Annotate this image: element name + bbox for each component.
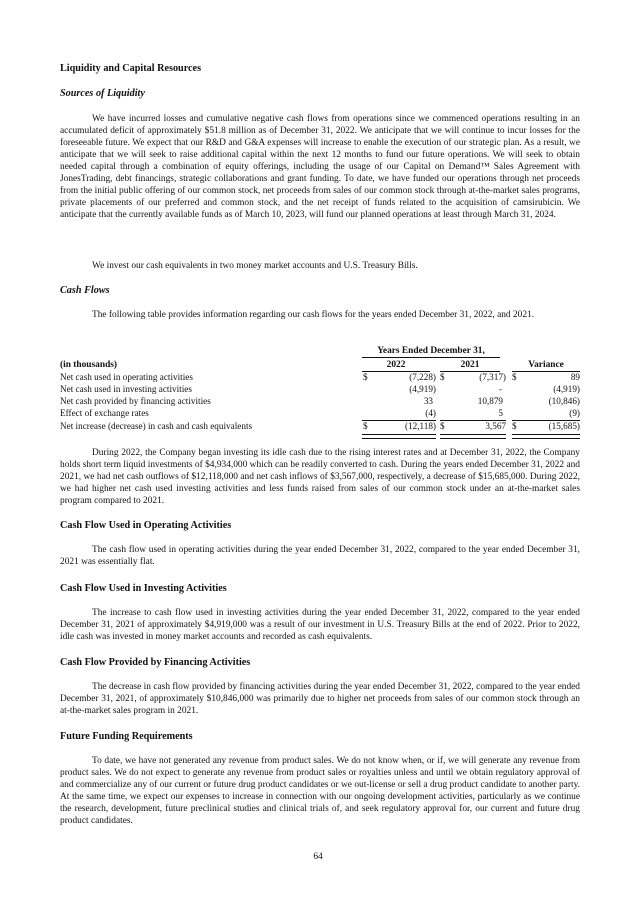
cash-flows-heading: Cash Flows (60, 285, 110, 296)
financing-paragraph: The decrease in cash flow provided by financing activities during the year ended December 31, 2022, compared to the year ended December 31, 2021, of approximately $10,846,000 was primarily due to higher net proceeds from sales of our common stock through an at-the-market sales program in 2021. (60, 682, 580, 716)
row-label: Net cash used in operating activities (60, 372, 193, 382)
cell-2021: 10,879 (477, 396, 503, 406)
financing-heading: Cash Flow Provided by Financing Activities (60, 657, 251, 668)
cell-2022: (4,919) (409, 384, 436, 394)
section-title: Liquidity and Capital Resources (60, 63, 202, 74)
investing-heading: Cash Flow Used in Investing Activities (60, 583, 227, 594)
table-row (60, 384, 360, 396)
currency-symbol: $ (440, 421, 445, 431)
col-header-variance: Variance (528, 360, 564, 370)
future-funding-heading: Future Funding Requirements (60, 731, 193, 742)
page-number: 64 (313, 852, 323, 862)
cell-2021: 5 (498, 408, 503, 418)
sources-paragraph: We have incurred losses and cumulative negative cash flows from operations since we commenced operations resulting in an accumulated deficit of approximately $51.8 million as of December 31, 2022. We anticipate that we will continue to incur losses for the foreseeable future. We expect that our R&D and G&A expenses will increase to enable the execution of our strategic plan. As a result, we anticipate that we will seek to raise additional capital within the next 12 months to fund our future operations. We will seek to obtain needed capital through a combination of equity offerings, including the usage of our Capital on Demand™ Sales Agreement with JonesTrading, debt financings, strategic collaborations and grant funding. To date, we have funded our operations through net proceeds from the initial public offering of our common stock, net proceeds from sales of our common stock through at-the-market sales programs, private placements of our preferred and common stock, and the net receipt of funds related to the acquisition of camsirubicin. We anticipate that the currently available funds as of March 10, 2023, will fund our planned operations at least through March 31, 2024. (60, 114, 580, 220)
operating-heading: Cash Flow Used in Operating Activities (60, 520, 232, 531)
total-rule-2022 (362, 434, 436, 439)
table-row (60, 396, 360, 408)
cell-2021: 3,567 (485, 421, 506, 431)
cell-variance: (4,919) (553, 384, 580, 394)
currency-symbol: $ (363, 372, 368, 382)
cell-2022: 33 (423, 396, 433, 406)
row-label: Effect of exchange rates (60, 408, 149, 418)
total-rule-variance (512, 434, 580, 439)
row-label: Net cash used in investing activities (60, 384, 192, 394)
row-label: Net increase (decrease) in cash and cash equivalents (60, 421, 253, 431)
investing-paragraph: The increase to cash flow used in investing activities during the year ended December 31, 2022, compared to the year ended December 31, 2021 of approximately $4,919,000 was a result of our investment in U.S. Treasury Bills at the end of 2022. Prior to 2022, idle cash was invested in money market accounts and recorded as cash equivalents. (60, 608, 580, 642)
cash-equivalents-paragraph: We invest our cash equivalents in two money market accounts and U.S. Treasury Bills. (92, 261, 418, 271)
currency-symbol: $ (363, 421, 368, 431)
col-header-2021: 2021 (460, 360, 480, 370)
cell-variance: (9) (569, 408, 580, 418)
cell-2022: (12,118) (404, 421, 436, 431)
cell-2022: (4) (425, 408, 436, 418)
cell-variance: 89 (570, 372, 580, 382)
currency-symbol: $ (512, 372, 517, 382)
total-rule-2021 (440, 434, 506, 439)
table-row (60, 372, 360, 384)
cell-variance: (15,685) (548, 421, 580, 431)
group-header-rule (362, 357, 500, 358)
col-header-2022: 2022 (386, 360, 406, 370)
cell-2022: (7,228) (409, 372, 436, 382)
currency-symbol: $ (440, 372, 445, 382)
table-unit-label: (in thousands) (60, 360, 118, 370)
cell-2021: (7,317) (479, 372, 506, 382)
table-row (60, 421, 360, 433)
row-label: Net cash provided by financing activities (60, 396, 211, 406)
cell-2021: - (498, 384, 502, 394)
table-row (60, 408, 360, 420)
during-2022-paragraph: During 2022, the Company began investing its idle cash due to the rising interest rates and at December 31, 2022, the Company holds short term liquid investments of $4,934,000 which can be readily converted to cash. During the years ended December 31, 2022 and 2021, we had net cash outflows of $12,118,000 and net cash inflows of $3,567,000, respectively, a decrease of $15,685,000. During 2022, we had higher net cash used investing activities and less funds raised from sales of our common stock under an at-the-market sales program compared to 2021. (60, 448, 580, 506)
currency-symbol: $ (512, 421, 517, 431)
operating-paragraph: The cash flow used in operating activities during the year ended December 31, 2022, compared to the year ended December 31, 2021 was essentially flat. (60, 545, 580, 567)
future-funding-paragraph: To date, we have not generated any revenue from product sales. We do not know when, or if, we will generate any revenue from product sales. We do not expect to generate any revenue from product sales or royalties unless and until we obtain regulatory approval of and commercialize any of our current or future drug product candidates or we out-license or sell a drug product candidate to another party. At the same time, we expect our expenses to increase in connection with our ongoing development activities, particularly as we continue the research, development, future preclinical studies and clinical trials of, and seek regulatory approval for, our current and future drug product candidates. (60, 756, 580, 826)
table-group-header: Years Ended December 31, (377, 346, 485, 356)
sources-heading: Sources of Liquidity (60, 88, 145, 99)
cell-variance: (10,846) (548, 396, 580, 406)
cash-flows-intro: The following table provides information regarding our cash flows for the years ended December 31, 2022, and 2021. (92, 310, 535, 320)
